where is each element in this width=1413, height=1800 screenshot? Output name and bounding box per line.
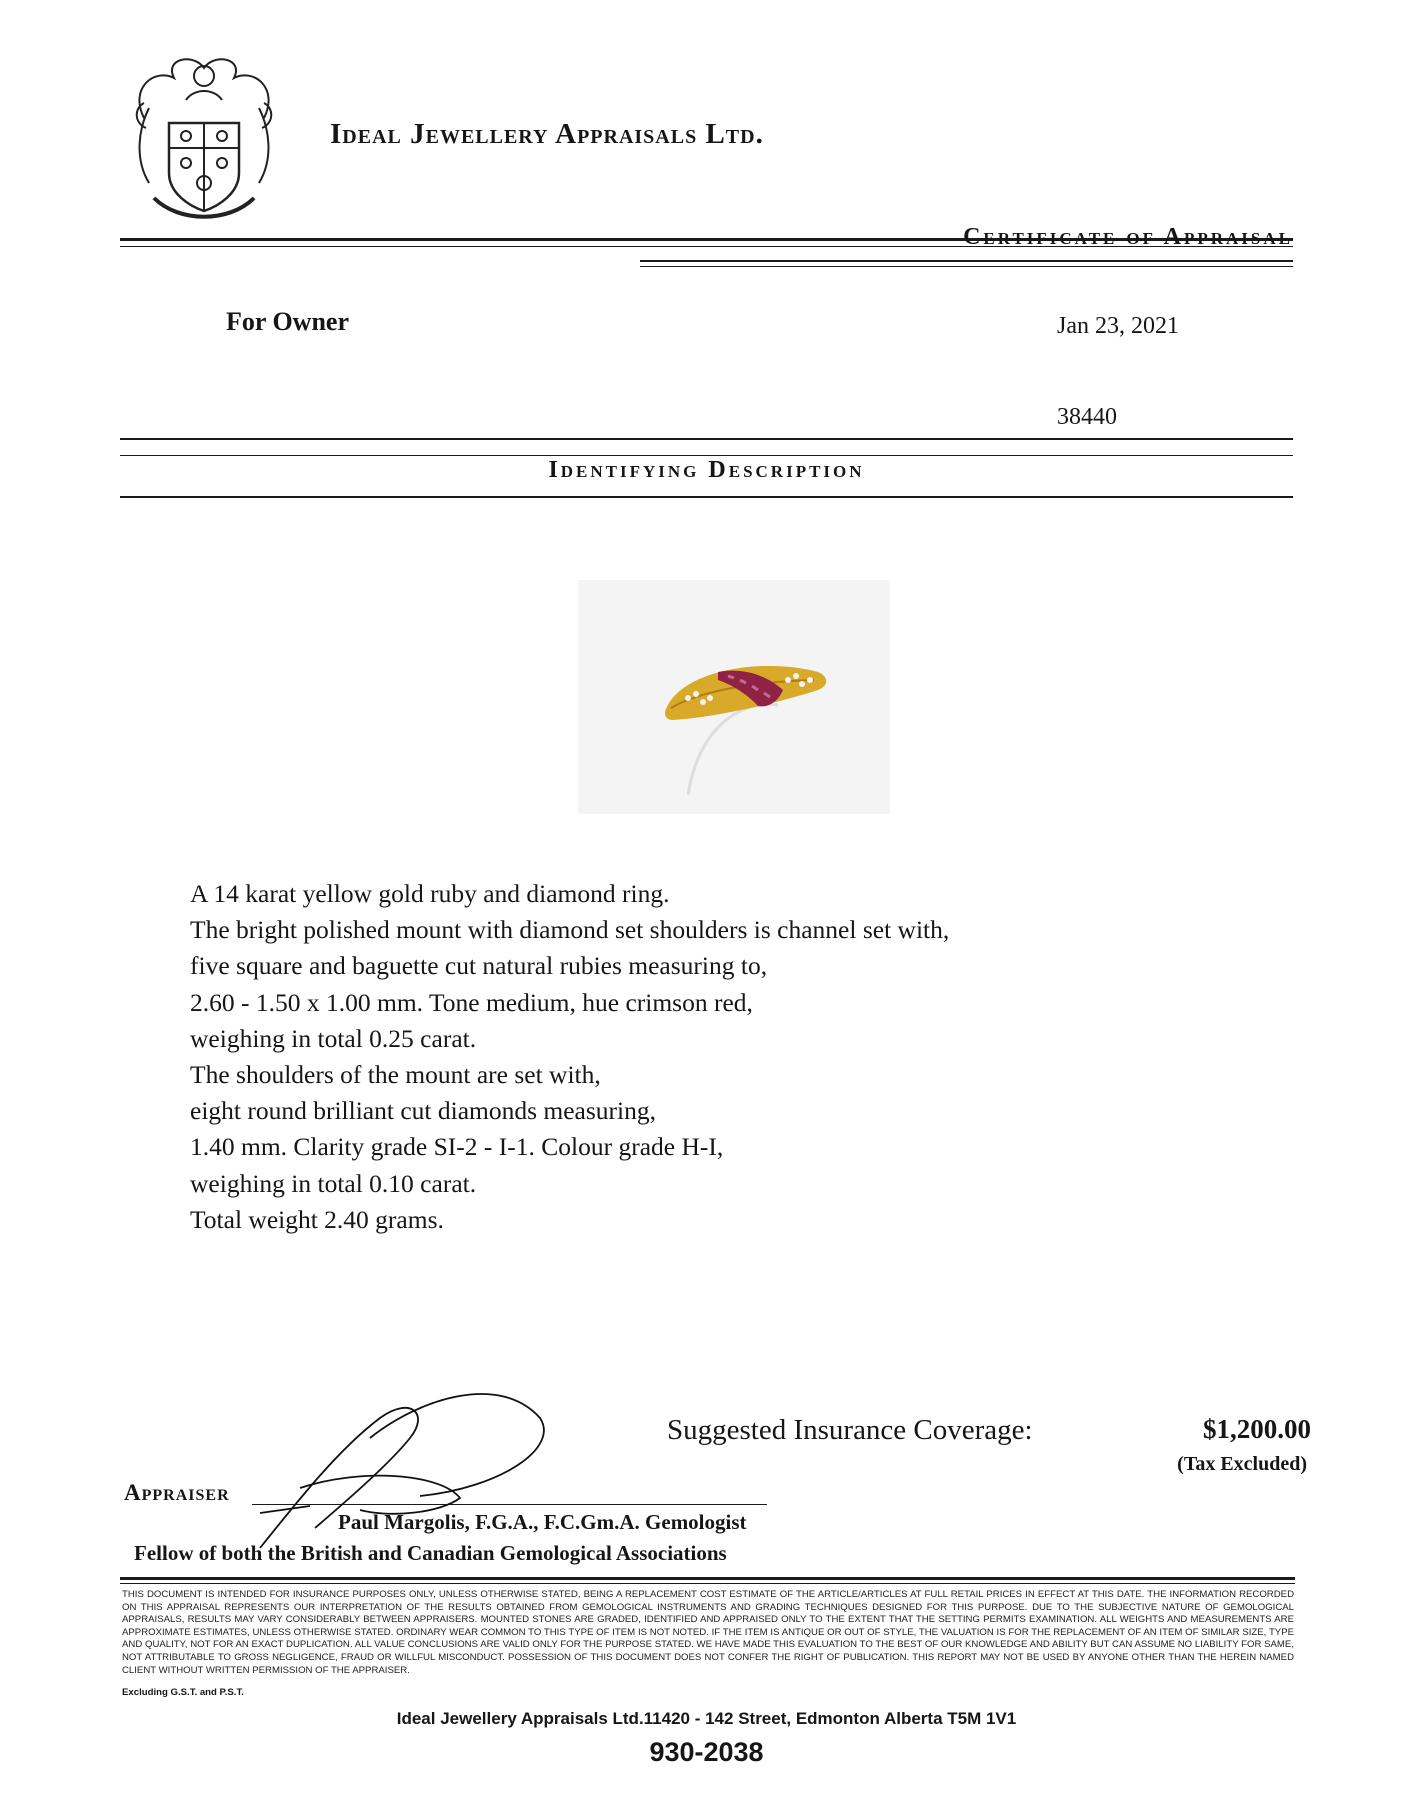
description-line: Total weight 2.40 grams.: [190, 1204, 444, 1234]
footer-rule-thin: [120, 1583, 1295, 1584]
insurance-amount: $1,200.00: [1203, 1414, 1311, 1444]
ring-photo: [578, 580, 890, 814]
footer-rule: [120, 1577, 1295, 1580]
item-description: [190, 876, 949, 1238]
company-address: Ideal Jewellery Appraisals Ltd.11420 - 142 Street, Edmonton Alberta T5M 1V1: [396, 1709, 1017, 1728]
tax-note: (Tax Excluded): [1177, 1453, 1307, 1475]
appraiser-label: Appraiser: [124, 1480, 230, 1505]
description-line: A 14 karat yellow gold ruby and diamond ring.: [190, 879, 670, 908]
section-title: Identifying Description: [548, 457, 865, 483]
appraisal-date: Jan 23, 2021: [1057, 313, 1179, 339]
reference-number: 38440: [1057, 404, 1117, 430]
owner-label: For Owner: [226, 307, 349, 336]
coat-of-arms-logo: [124, 48, 284, 233]
description-line: five square and baguette cut natural rubies measuring to,: [190, 951, 768, 981]
description-line: weighing in total 0.25 carat.: [190, 1023, 477, 1053]
description-line: weighing in total 0.10 carat.: [190, 1168, 477, 1198]
certificate-rule-thin: [640, 266, 1293, 267]
tax-exclusion-note: Excluding G.S.T. and P.S.T.: [122, 1687, 244, 1698]
disclaimer-text: THIS DOCUMENT IS INTENDED FOR INSURANCE PURPOSES ONLY, UNLESS OTHERWISE STATED, BEING A REPLACEMENT COST ESTIMATE OF THE ARTICLE/ARTICLES AT FULL RETAIL PRICES IN EFFECT AT THIS DATE. THE INFORMATION RECORDED ON THIS APPRAISAL REPRESENTS OUR INTERPRETATION OF THE RESULTS OBTAINED FROM GEMOLOGICAL INSTRUMENTS AND GRADING TECHNIQUES DESIGNED FOR THIS PURPOSE. DUE TO THE SUBJECTIVE NATURE OF GEMOLOGICAL APPRAISALS, RESULTS MAY VARY CONSIDERABLY BETWEEN APPRAISERS. MOUNTED STONES ARE GRADED, IDENTIFIED AND APPRAISED ONLY TO THE EXTENT THAT THE SETTING PERMITS EXAMINATION. ALL WEIGHTS AND MEASUREMENTS ARE APPROXIMATE ESTIMATES, UNLESS OTHERWISE STATED. ORDINARY WEAR COMMON TO THIS TYPE OF ITEM IS NOT NOTED. IF THE ITEM IS ANTIQUE OR OUT OF STYLE, THE VALUATION IS FOR THE REPLACEMENT OF AN ITEM OF SIMILAR SIZE, TYPE AND QUALITY, NOT FOR AN EXACT DUPLICATION. ALL VALUE CONCLUSIONS ARE VALID ONLY FOR THE PURPOSE STATED. WE HAVE MADE THIS EVALUATION TO THE BEST OF OUR KNOWLEDGE AND ABILITY BUT CAN ASSUME NO LIABILITY FOR SAME, NOT ATTRIBUTABLE TO GROSS NEGLIGENCE, FRAUD OR WILLFUL MISCONDUCT. POSSESSION OF THIS DOCUMENT DOES NOT CONFER THE RIGHT OF PUBLICATION. THIS REPORT MAY NOT BE USED BY ANYONE OTHER THAN THE HEREIN NAMED CLIENT WITHOUT WRITTEN PERMISSION OF THE APPRAISER.: [122, 1589, 1294, 1676]
description-line: 2.60 - 1.50 x 1.00 mm. Tone medium, hue crimson red,: [190, 987, 753, 1017]
description-line: The bright polished mount with diamond set shoulders is channel set with,: [190, 915, 950, 945]
company-name: Ideal Jewellery Appraisals Ltd.: [330, 118, 764, 150]
certificate-title: Certificate of Appraisal: [963, 224, 1293, 250]
section-rule-top-thin: [120, 455, 1293, 456]
certificate-rule: [640, 260, 1293, 262]
description-line: 1.40 mm. Clarity grade SI-2 - I-1. Colour grade H-I,: [190, 1132, 724, 1162]
description-line: The shoulders of the mount are set with,: [190, 1060, 601, 1090]
description-line: eight round brilliant cut diamonds measuring,: [190, 1096, 656, 1126]
section-rule-bottom: [120, 496, 1293, 498]
company-phone: 930-2038: [649, 1737, 764, 1767]
appraiser-fellowship: Fellow of both the British and Canadian Gemological Associations: [134, 1541, 727, 1565]
insurance-label: Suggested Insurance Coverage:: [667, 1414, 1033, 1446]
section-rule-top: [120, 438, 1293, 440]
appraiser-name: Paul Margolis, F.G.A., F.C.Gm.A. Gemologist: [338, 1510, 747, 1534]
